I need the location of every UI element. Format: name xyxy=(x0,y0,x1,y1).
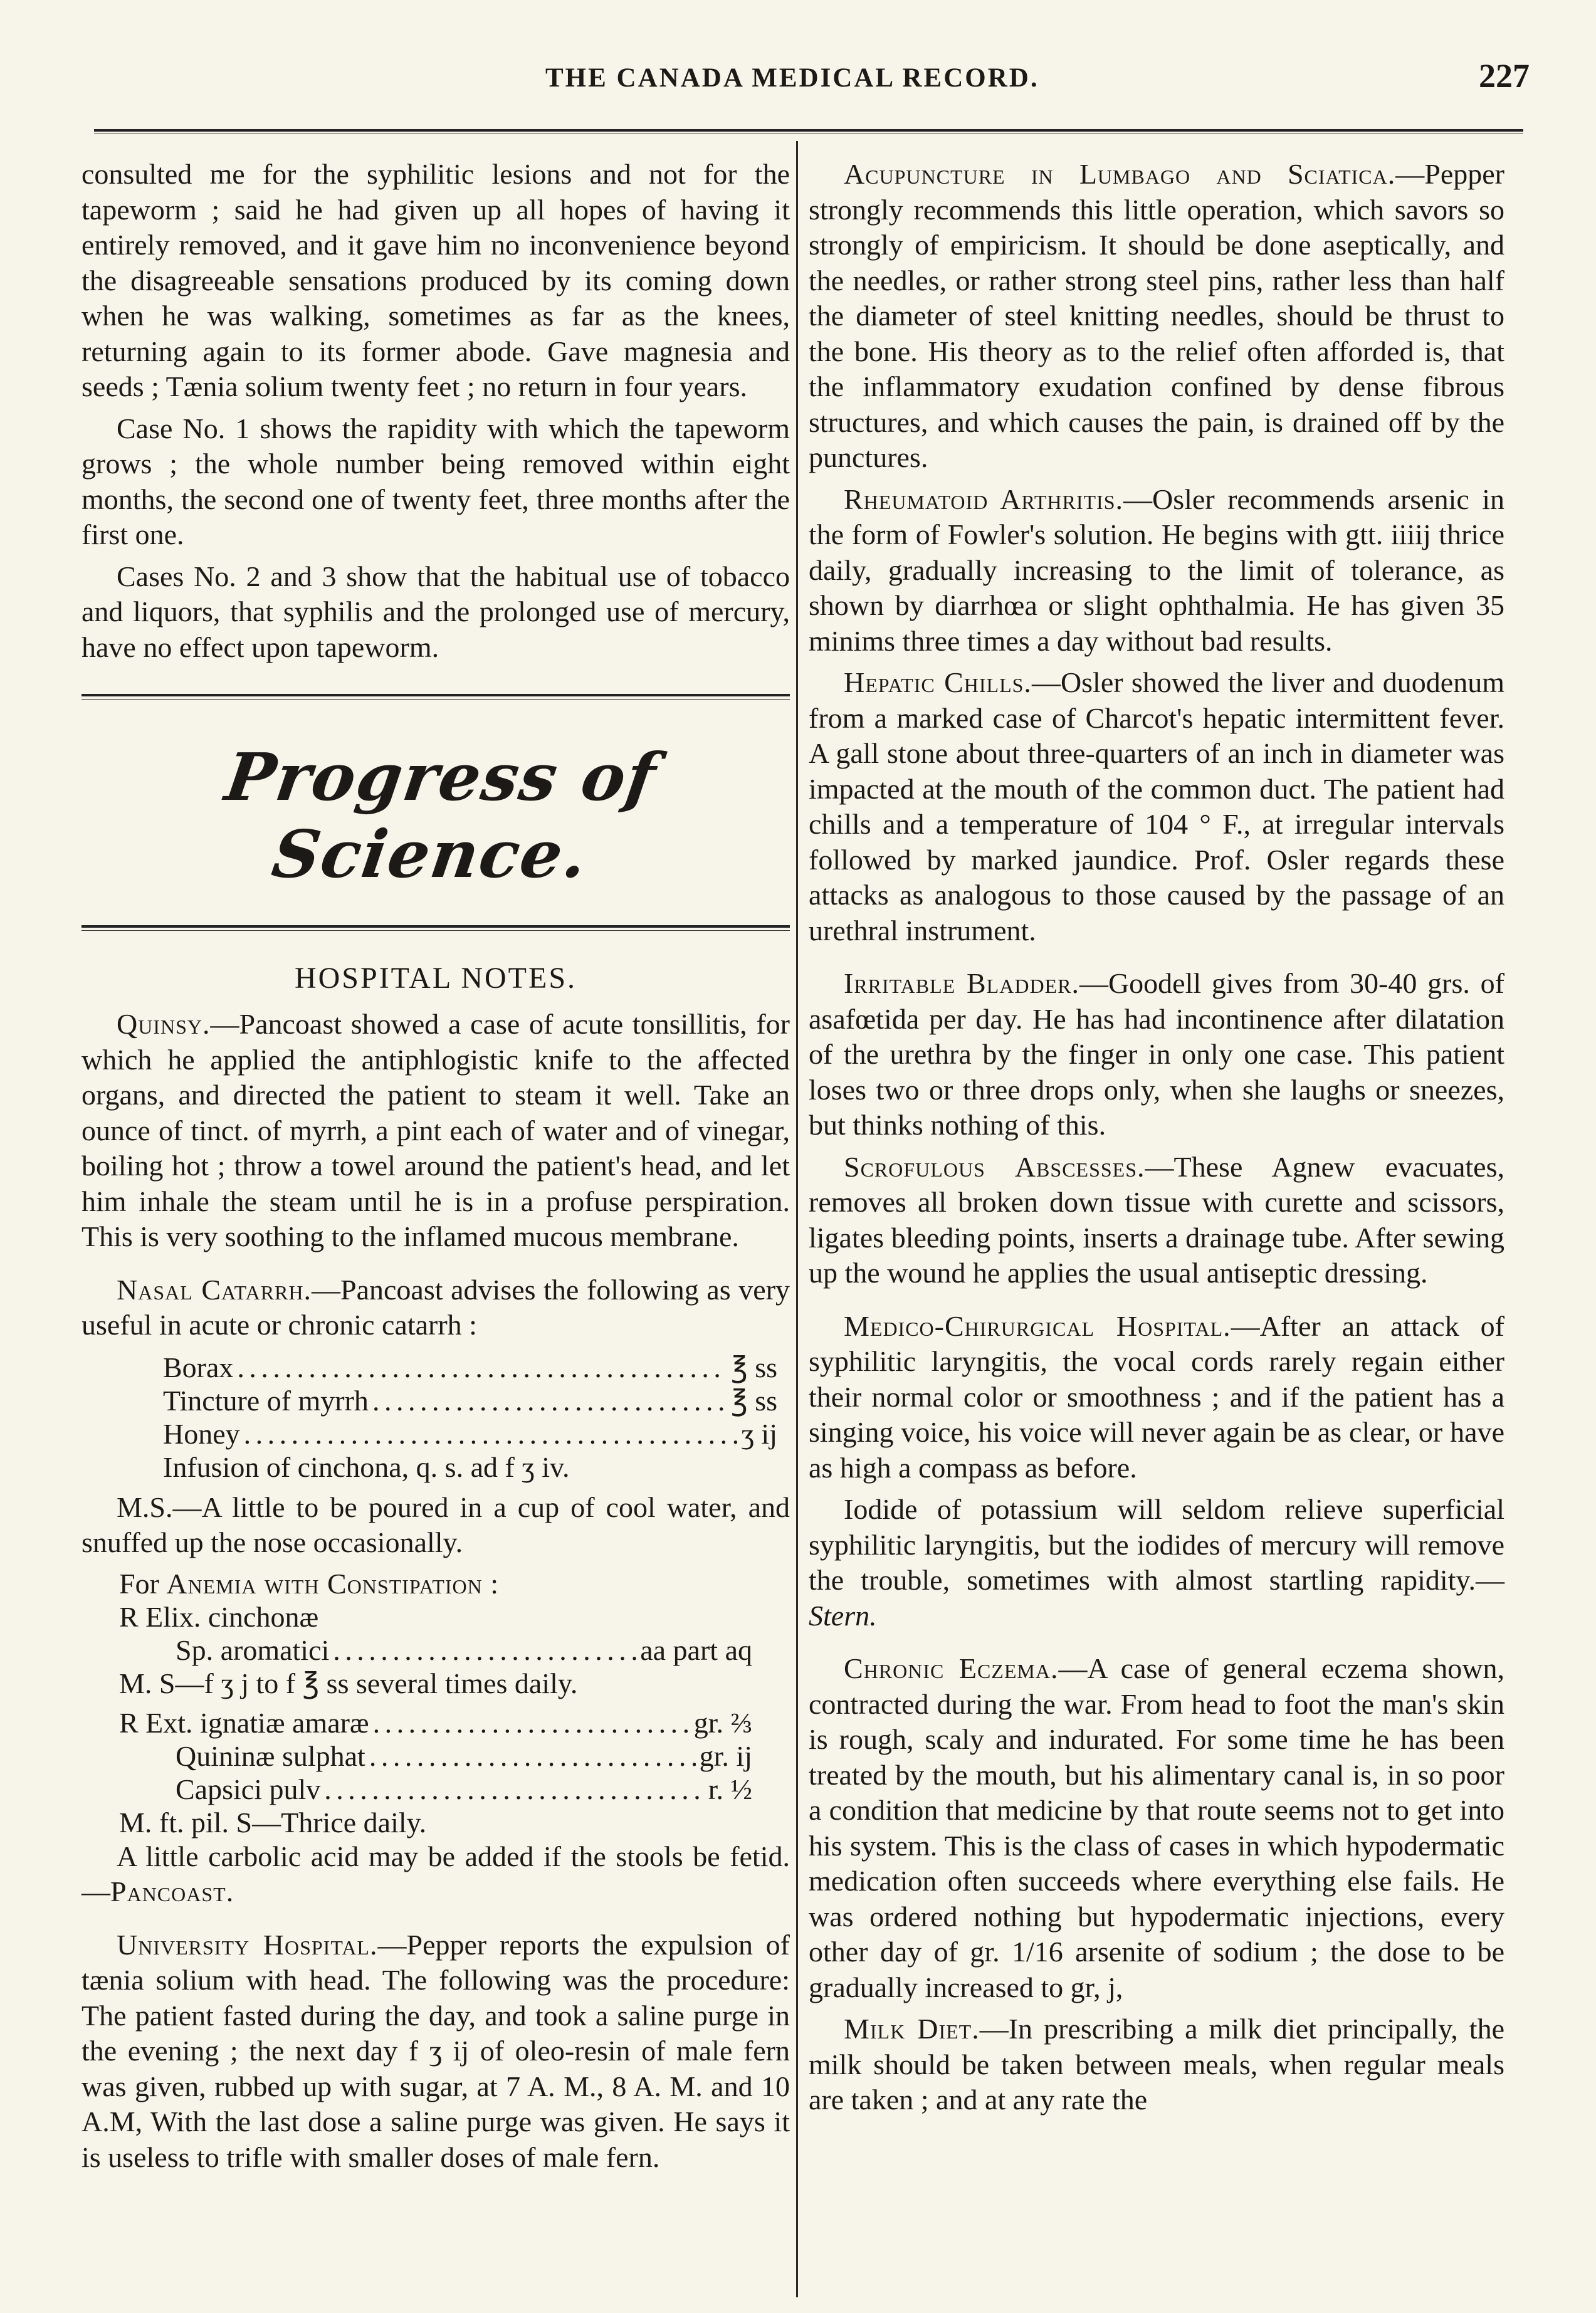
prescription-3 xyxy=(81,1706,790,1839)
irritable-bladder-heading: Irritable Bladder. xyxy=(844,967,1079,999)
rheumatoid-note: Rheumatoid Arthritis.—Osler recommends arsenic in the form of Fowler's solution. He begins with gtt. iiiij thrice daily, gradually increasing to the limit of tolerance, as shown by diarrhœa or slight ophthalmia. He has given 35 minims three times a day without bad results. xyxy=(809,483,1504,657)
chronic-eczema-note: Chronic Eczema.—A case of general eczema shown, contracted during the war. From head to foot the man's skin is rough, scaly and indurated. For some time he has been treated by the mouth, but his alimentary canal is, in so poor a condition that medicine by that route seems not to get into his system. This is the class of cases in which hypodermatic medication often succeeds where everything else fails. He was ordered nothing but hypodermatic injections, every other day of gr. 1/16 arsenite of sodium ; the dose to be gradually increased to gr, j, xyxy=(809,1652,1504,2003)
case-summary-2: Cases No. 2 and 3 show that the habitual use of tobacco and liquors, that syphilis and the prolonged use of mercury, have no effect upon tapeworm. xyxy=(81,560,790,663)
prescription-1 xyxy=(81,1351,790,1484)
rheumatoid-heading: Rheumatoid Arthritis. xyxy=(844,483,1123,515)
quinsy-heading: Quinsy. xyxy=(117,1008,211,1040)
rx-line: M. S—f ʒ j to f ℥ ss several times daily. xyxy=(119,1667,578,1699)
medico-chirurgical-heading: Medico-Chirurgical Hospital. xyxy=(844,1309,1231,1342)
scrofulous-note: Scrofulous Abscesses.—These Agnew evacuates, removes all broken down tissue with curette and scissors, ligates bleeding points, inserts a drainage tube. After sewing up the wound he applies the usual antiseptic dressing. xyxy=(809,1150,1505,1289)
nasal-catarrh-heading: Nasal Catarrh. xyxy=(117,1273,312,1306)
scrofulous-heading: Scrofulous Abscesses. xyxy=(844,1150,1145,1183)
case-paragraph-continued: consulted me for the syphilitic lesions and not for the tapeworm ; said he had given up all hopes of having it entirely removed, and it gave him no inconvenience beyond the disagreeable sensations produced by its coming down when he was walking, sometimes as far as the knees, returning again to its former abode. Gave magnesia and seeds ; Tænia solium twenty feet ; no return in four years. xyxy=(81,158,790,402)
carbolic-note: A little carbolic acid may be added if the stools be fetid.—Pancoast. xyxy=(81,1840,790,1907)
section-rule-top xyxy=(81,694,790,700)
left-column xyxy=(81,157,790,2175)
rx-line: R Ext. ignatiæ amaræ . . . gr. ⅔ xyxy=(81,1706,790,1739)
nasal-directions: M.S.—A little to be poured in a cup of cool water, and snuffed up the nose occasionally. xyxy=(81,1491,790,1558)
section-rule-bottom xyxy=(81,925,790,931)
section-title: Progress of Science. xyxy=(221,738,662,893)
column-divider xyxy=(796,141,798,2297)
university-hospital-note xyxy=(81,1928,790,2176)
page-header xyxy=(56,56,1536,107)
acupuncture-heading: Acupuncture in Lumbago and Sciatica. xyxy=(844,158,1396,190)
hospital-notes-heading: HOSPITAL NOTES. xyxy=(294,962,577,995)
hepatic-chills-heading: Hepatic Chills. xyxy=(844,666,1032,698)
rx-line: Quininæ sulphat . . . gr. ij xyxy=(81,1739,790,1773)
rx-line: Borax . . . ℥ ss xyxy=(81,1351,790,1384)
rx-line: Tincture of myrrh . . . ℥ ss xyxy=(81,1384,790,1417)
university-hospital-text: —Pepper reports the expulsion of tænia solium with head. The following was the procedure: The patient fasted during the day, and took a saline purge in the evening ; the next day f ʒ ij of oleo-resin of male fern was given, rubbed up with sugar, at 7 A. M., 8 A. M. and 10 A.M, With the last dose a saline purge was given. He says it is useless to trifle with smaller doses of male fern. xyxy=(81,1928,790,2173)
nasal-catarrh-text: —Pancoast advises the following as very useful in acute or chronic catarrh : xyxy=(81,1273,790,1341)
quinsy-note xyxy=(81,1007,790,1255)
rx-line: Sp. aromatici . . . aa part aq xyxy=(81,1634,790,1667)
milk-diet-note: Milk Diet.—In prescribing a milk diet principally, the milk should be taken between meals, when regular meals are taken ; and at any rate the xyxy=(809,2013,1504,2116)
medico-chirurgical-note: Medico-Chirurgical Hospital.—After an attack of syphilitic laryngitis, the vocal cords rarely regain either their normal color or smoothness ; and if the patient has a singing voice, his voice will never again be as clear, or have as high a compass as before. xyxy=(809,1309,1504,1484)
running-head: THE CANADA MEDICAL RECORD. xyxy=(545,63,1039,93)
rx-line: Honey . . . ʒ ij xyxy=(81,1417,790,1450)
rx-line: Capsici pulv . . . r. ½ xyxy=(81,1773,790,1806)
university-hospital-heading: University Hospital. xyxy=(117,1928,378,1961)
case-summary-1: Case No. 1 shows the rapidity with which the tapeworm grows ; the whole number being removed within eight months, the second one of twenty feet, three months after the first one. xyxy=(81,412,790,550)
rx-line: R Elix. cinchonæ xyxy=(119,1600,319,1633)
author-signature: Stern. xyxy=(809,1599,877,1632)
iodide-note: Iodide of potassium will seldom relieve superficial syphilitic laryngitis, but the iodides of mercury will remove the trouble, sometimes with almost startling rapidity.—Stern. xyxy=(809,1493,1504,1632)
anemia-heading-line: For Anemia with Constipation : xyxy=(119,1567,500,1600)
milk-diet-heading: Milk Diet. xyxy=(844,2013,980,2045)
quinsy-text: —Pancoast showed a case of acute tonsillitis, for which he applied the antiphlogistic knife to the affected organs, and directed the patient to steam it well. Take an ounce of tinct. of myrrh, a pint each of water and of vinegar, boiling hot ; throw a towel around the patient's head, and let him inhale the steam until he is in a profuse perspiration. This is very soothing to the inflamed mucous membrane. xyxy=(81,1008,790,1252)
page-number: 227 xyxy=(1479,57,1530,95)
hepatic-chills-note: Hepatic Chills.—Osler showed the liver and duodenum from a marked case of Charcot's hepatic intermittent fever. A gall stone about three-quarters of an inch in diameter was impacted at the mouth of the common duct. The patient had chills and a temperature of 104 ° F., at irregular intervals followed by marked jaundice. Prof. Osler regards these attacks as analogous to those caused by the passage of an urethral instrument. xyxy=(809,666,1504,947)
header-rule xyxy=(94,129,1523,134)
acupuncture-note: Acupuncture in Lumbago and Sciatica.—Pepper strongly recommends this little operation, which savors so strongly of empiricism. It should be done aseptically, and the needles, or rather strong steel pins, rather less than half the diameter of steel knitting needles, should be thrust to the bone. His theory as to the relief often afforded is, that the inflammatory exudation confined by dense fibrous structures, and which causes the pain, is drained off by the punctures. xyxy=(809,158,1504,473)
anemia-heading: Anemia with Constipation : xyxy=(166,1567,500,1600)
rx-line: Infusion of cinchona, q. s. ad f ʒ iv. xyxy=(163,1450,570,1483)
rx-line: M. ft. pil. S—Thrice daily. xyxy=(119,1806,427,1838)
irritable-bladder-note: Irritable Bladder.—Goodell gives from 30-40 grs. of asafœtida per day. He has had incontinence after dilatation of the urethra by the finger in only one case. This patient loses two or three drops only, when she laughs or sneezes, but thinks nothing of this. xyxy=(809,967,1504,1141)
chronic-eczema-heading: Chronic Eczema. xyxy=(844,1652,1059,1684)
author-signature: Pancoast. xyxy=(110,1875,234,1907)
nasal-catarrh-note xyxy=(81,1272,790,1343)
right-column xyxy=(809,157,1504,2118)
